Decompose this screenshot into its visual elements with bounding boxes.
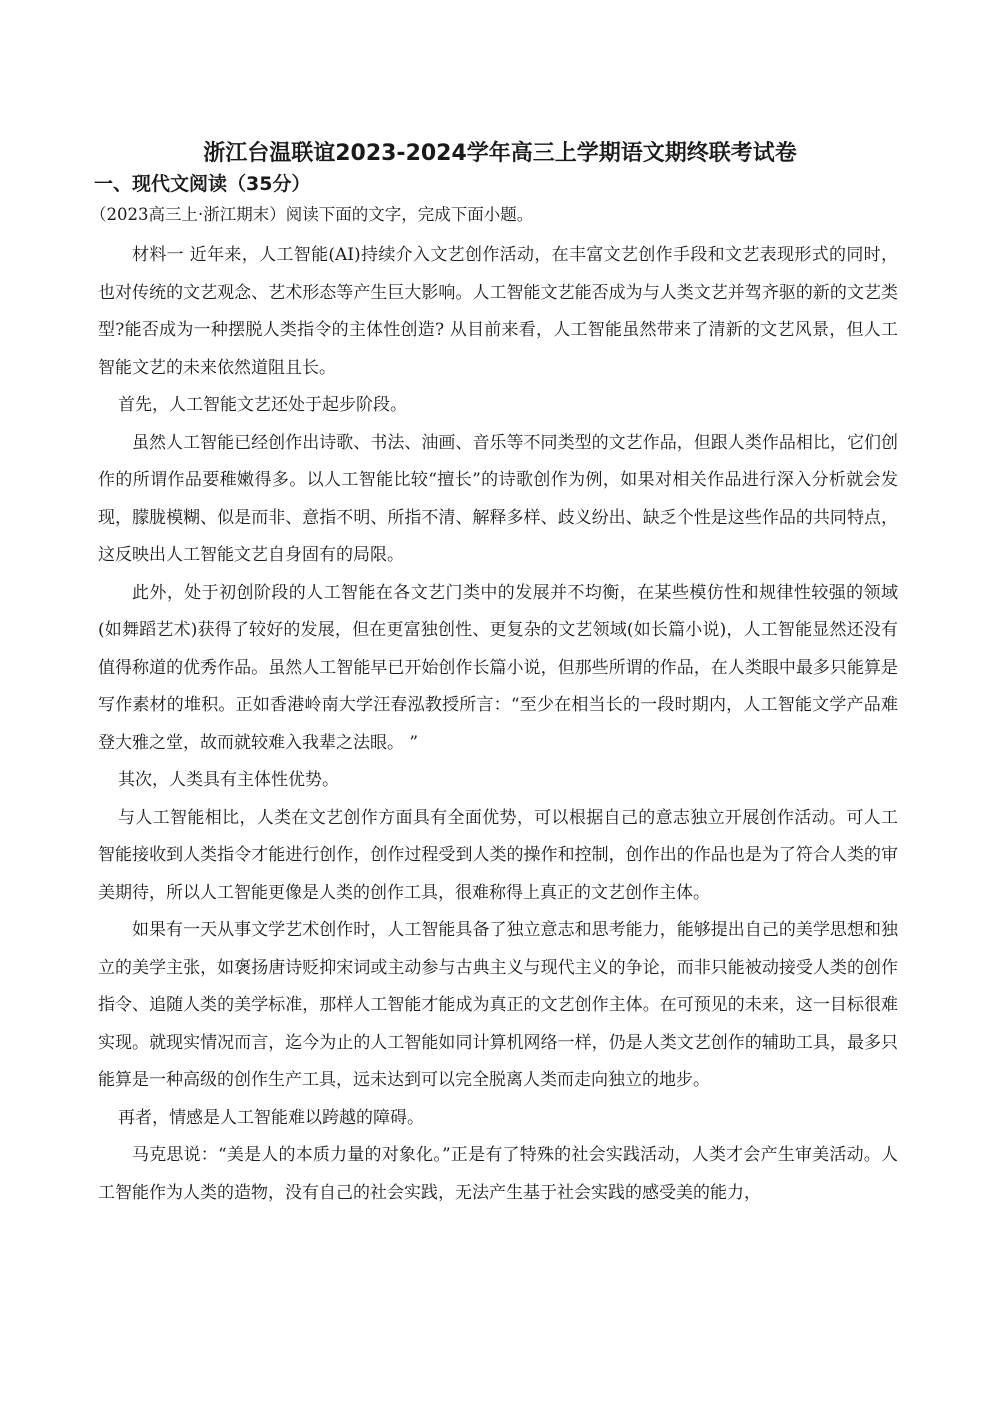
paragraph-material-one: 材料一 近年来，人工智能(AI)持续介入文艺创作活动，在丰富文艺创作手段和文艺表现形式的同时，也对传统的文艺观念、艺术形态等产生巨大影响。人工智能文艺能否成为与人类文艺并驾齐驱的新的文艺类型?能否成为一种摆脱人类指令的主体性创造? 从目前来看，人工智能虽然带来了清新的文艺风景，但人工智能文艺的未来依然道阻且长。: [98, 245, 898, 378]
passage-body: [98, 237, 898, 1212]
paragraph-point-third: 再者，情感是人工智能难以跨越的障碍。: [118, 1107, 424, 1128]
paragraph-point-second: 其次，人类具有主体性优势。: [118, 770, 339, 790]
page-title: 浙江台温联谊2023-2024学年高三上学期语文期终联考试卷: [203, 141, 797, 166]
section-heading: 一、现代文阅读（35分）: [94, 173, 311, 195]
paragraph-point-first: 首先，人工智能文艺还处于起步阶段。: [118, 395, 407, 415]
paragraph: 马克思说：“美是人的本质力量的对象化。”正是有了特殊的社会实践活动，人类才会产生审美活动。人工智能作为人类的造物，没有自己的社会实践，无法产生基于社会实践的感受美的能力，: [98, 1145, 898, 1203]
paragraph: 此外，处于初创阶段的人工智能在各文艺门类中的发展并不均衡，在某些模仿性和规律性较强的领域(如舞蹈艺术)获得了较好的发展，但在更富独创性、更复杂的文艺领域(如长篇小说)，人工智能显然还没有值得称道的优秀作品。虽然人工智能早已开始创作长篇小说，但那些所谓的作品，在人类眼中最多只能算是写作素材的堆积。正如香港岭南大学汪春泓教授所言：“至少在相当长的一段时期内，人工智能文学产品难登大雅之堂，故而就较难入我辈之法眼。 ”: [98, 582, 898, 753]
source-line: （2023高三上·浙江期末）阅读下面的文字，完成下面小题。: [90, 205, 534, 224]
paragraph: 与人工智能相比，人类在文艺创作方面具有全面优势，可以根据自己的意志独立开展创作活动。可人工智能接收到人类指令才能进行创作，创作过程受到人类的操作和控制，创作出的作品也是为了符合人类的审美期待，所以人工智能更像是人类的创作工具，很难称得上真正的文艺创作主体。: [98, 807, 898, 903]
paragraph: 虽然人工智能已经创作出诗歌、书法、油画、音乐等不同类型的文艺作品，但跟人类作品相比，它们创作的所谓作品要稚嫩得多。以人工智能比较“擅长”的诗歌创作为例，如果对相关作品进行深入分析就会发现，朦胧模糊、似是而非、意指不明、所指不清、解释多样、歧义纷出、缺乏个性是这些作品的共同特点，这反映出人工智能文艺自身固有的局限。: [98, 432, 898, 565]
paragraph: 如果有一天从事文学艺术创作时，人工智能具备了独立意志和思考能力，能够提出自己的美学思想和独立的美学主张，如褒扬唐诗贬抑宋词或主动参与古典主义与现代主义的争论，而非只能被动接受人类的创作指令、追随人类的美学标准，那样人工智能才能成为真正的文艺创作主体。在可预见的未来，这一目标很难实现。就现实情况而言，迄今为止的人工智能如同计算机网络一样，仍是人类文艺创作的辅助工具，最多只能算是一种高级的创作生产工具，远未达到可以完全脱离人类而走向独立的地步。: [98, 920, 898, 1090]
